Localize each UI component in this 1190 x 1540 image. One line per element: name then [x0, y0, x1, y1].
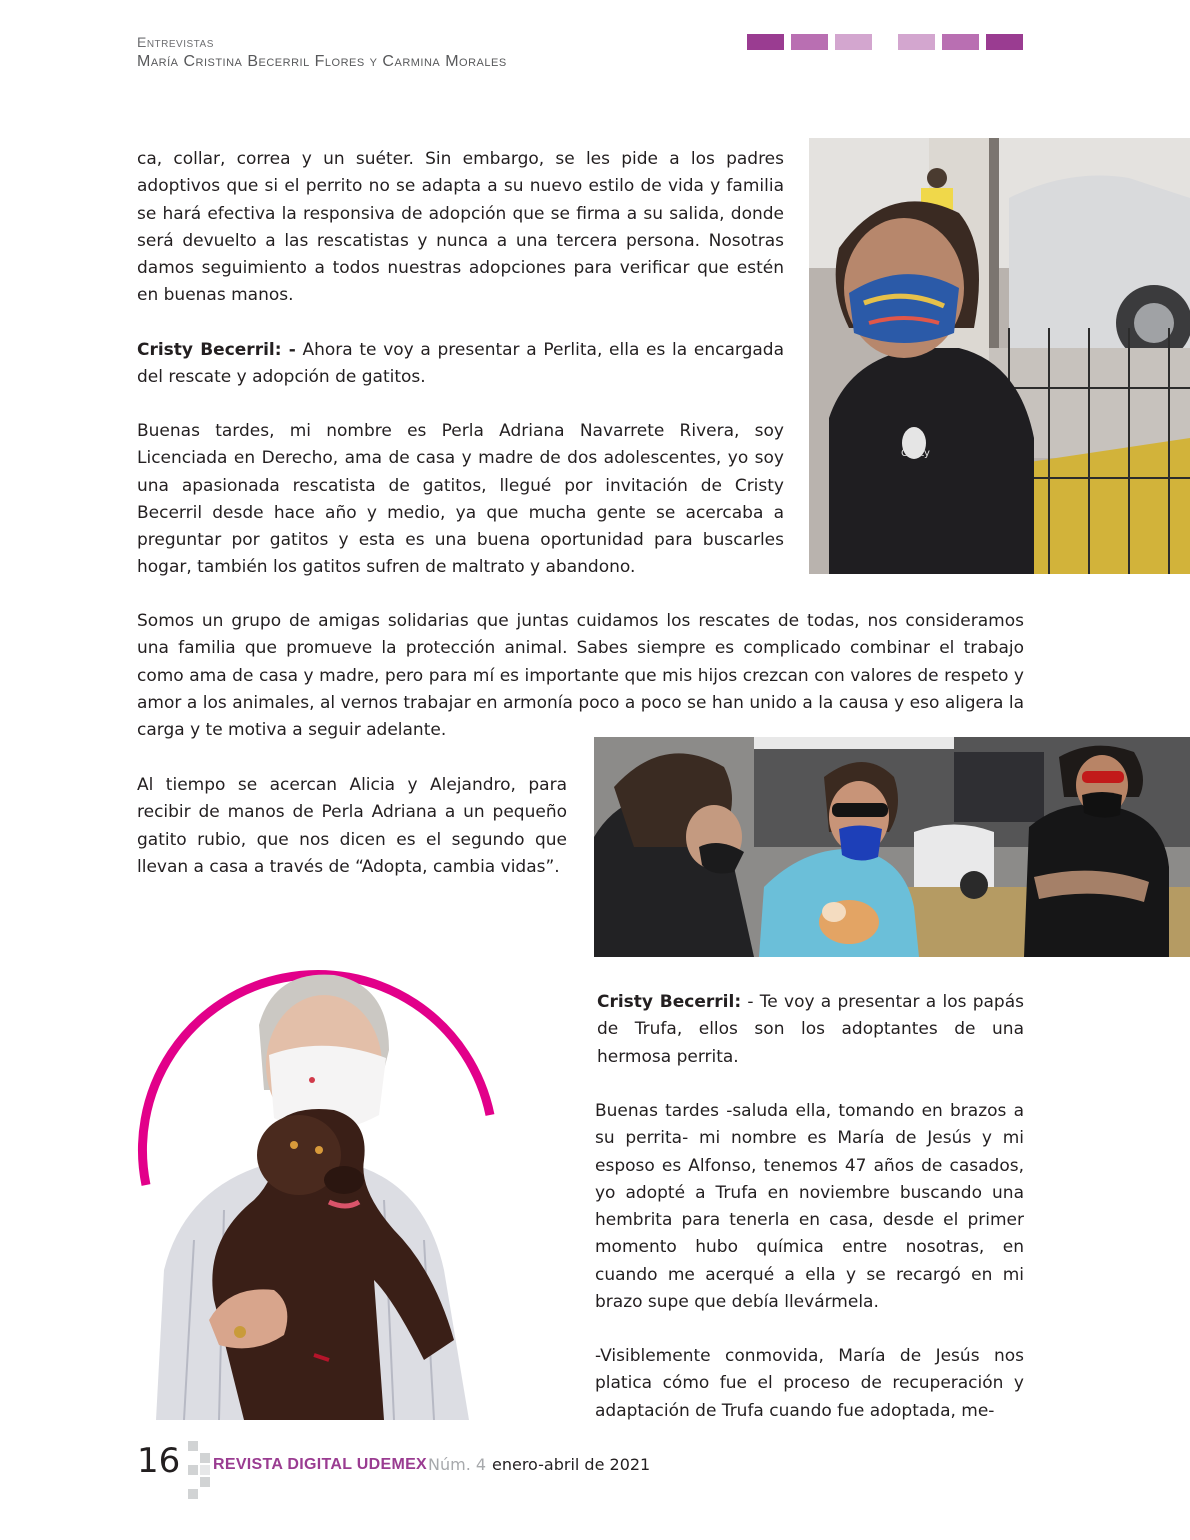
svg-text:Cristy: Cristy [901, 448, 930, 459]
section-label: Entrevistas [137, 34, 214, 50]
speaker-label: Cristy Becerril: - [137, 340, 296, 360]
paragraph-trufa-intro [597, 989, 1024, 1071]
paragraph-text: Ahora te voy a presentar a Perlita, ella es la encargada del rescate y adopción de gatitos. [137, 340, 784, 388]
photo-kitten-adoption [594, 737, 1190, 957]
swatch-6 [986, 34, 1023, 50]
swatch-1 [747, 34, 784, 50]
speaker-label: Cristy Becerril: [597, 992, 742, 1012]
paragraph-perlita-intro [137, 337, 784, 392]
paragraph-group: Somos un grupo de amigas solidarias que juntas cuidamos los rescates de todas, nos consideramos una familia que promueve la protección animal. Sabes siempre es complicado combinar el trabajo como ama de casa y madre, pero para mí es importante que mis hijos crezcan con valores de respeto y amor a los animales, al vernos trabajar en armonía poco a poco se han unido a la causa y eso aligera la carga y te motiva a seguir adelante. [137, 611, 1024, 741]
magazine-name: REVISTA DIGITAL UDEMEX [213, 1456, 428, 1473]
swatch-5 [942, 34, 979, 50]
paragraph-recovery: -Visiblemente conmovida, María de Jesús nos platica cómo fue el proceso de recuperación y adaptación de Trufa cuando fue adoptada, me- [595, 1346, 1024, 1421]
paragraph-text: - Te voy a presentar a los papás de Trufa, ellos son los adoptantes de una hermosa perrita. [597, 992, 1025, 1067]
paragraph-maria-jesus: Buenas tardes -saluda ella, tomando en brazos a su perrita- mi nombre es María de Jesús y mi esposo es Alfonso, tenemos 47 años de casados, yo adopté a Trufa en noviembre buscando una hembrita para tenerla en casa, desde el primer momento hubo química entre nosotras, en cuando me acerqué a ella y se recargó en mi brazo supe que debía llevármela. [595, 1101, 1024, 1313]
issue-date: enero-abril de 2021 [492, 1455, 651, 1474]
photo-maria-jesus-trufa [124, 940, 504, 1420]
photo-rescuer-woman [809, 138, 1190, 574]
page-number: 16 [137, 1441, 181, 1481]
swatch-2 [791, 34, 828, 50]
paragraph-perla-bio: Buenas tardes, mi nombre es Perla Adriana Navarrete Rivera, soy Licenciada en Derecho, ama de casa y madre de dos adolescentes, yo soy una apasionada rescatista de gatitos, llegué por invitación de Cristy Becerril desde hace año y medio, ya que mucha gente se acercaba a preguntar por gatitos y esta es una buena oportunidad para buscarles hogar, también los gatitos sufren de maltrato y abandono. [137, 421, 784, 578]
swatch-3 [835, 34, 872, 50]
paragraph-adoption-terms: ca, collar, correa y un suéter. Sin embargo, se les pide a los padres adoptivos que si el perrito no se adapta a su nuevo estilo de vida y familia se hará efectiva la responsiva de adopción que se firma a su salida, donde será devuelto a las rescatistas y nunca a una tercera persona. Nosotras damos seguimiento a todos nuestras adopciones para verificar que estén en buenas manos. [137, 149, 784, 306]
issue-number: Núm. 4 [428, 1455, 487, 1474]
article-authors: María Cristina Becerril Flores y Carmina Morales [137, 53, 507, 70]
swatch-4 [898, 34, 935, 50]
paragraph-alicia-alejandro: Al tiempo se acercan Alicia y Alejandro, para recibir de manos de Perla Adriana a un pequeño gatito rubio, que nos dicen es el segundo que llevan a casa a través de “Adopta, cambia vidas”. [137, 775, 567, 877]
